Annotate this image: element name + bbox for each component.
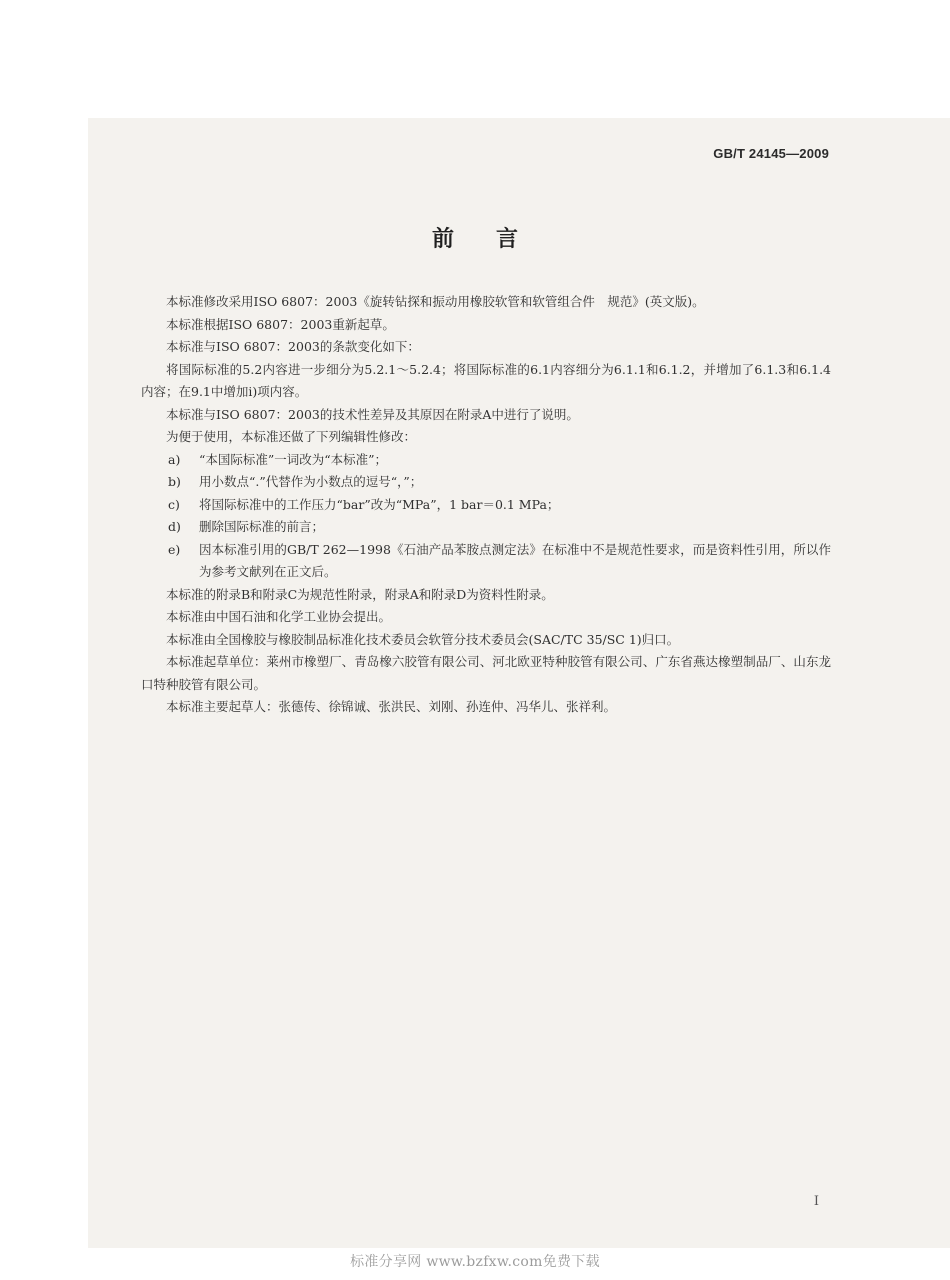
list-marker: e) [168, 541, 181, 557]
editorial-changes-list [141, 449, 831, 584]
paragraph-redrafted: 本标准根据ISO 6807：2003重新起草。 [166, 316, 395, 332]
list-item [141, 494, 831, 517]
list-marker: d) [168, 519, 181, 534]
paragraph-editorial-intro: 为便于使用，本标准还做了下列编辑性修改： [166, 429, 417, 444]
list-item-text: 因本标准引用的GB/T 262—1998《石油产品苯胺点测定法》在标准中不是规范性要求，而是资料性引用，所以作为参考文献列在正文后。 [199, 541, 831, 579]
list-item-text: 将国际标准中的工作压力“bar”改为“MPa”，1 bar＝0.1 MPa； [199, 496, 560, 512]
paragraph-clause-changes-intro: 本标准与ISO 6807：2003的条款变化如下： [166, 339, 420, 354]
list-item [141, 449, 831, 472]
paragraph-annexes: 本标准的附录B和附录C为规范性附录，附录A和附录D为资料性附录。 [166, 586, 554, 602]
list-item-text: “本国际标准”一词改为“本标准”； [199, 451, 388, 467]
paragraph-administered-by: 本标准由全国橡胶与橡胶制品标准化技术委员会软管分技术委员会(SAC/TC 35/SC 1)归口。 [166, 631, 680, 647]
paragraph-technical-differences: 本标准与ISO 6807：2003的技术性差异及其原因在附录A中进行了说明。 [166, 406, 579, 422]
paragraph-drafting-units: 本标准起草单位：莱州市橡塑厂、青岛橡六胶管有限公司、河北欧亚特种胶管有限公司、广东省燕达橡塑制品厂、山东龙口特种胶管有限公司。 [141, 654, 831, 692]
list-item [141, 539, 831, 584]
list-item-text: 用小数点“.”代替作为小数点的逗号“，”； [199, 474, 423, 489]
paragraph-clause-changes: 将国际标准的5.2内容进一步细分为5.2.1～5.2.4；将国际标准的6.1内容细分为6.1.1和6.1.2，并增加了6.1.3和6.1.4内容；在9.1中增加i)项内容。 [141, 361, 831, 399]
paragraph-drafters: 本标准主要起草人：张德传、徐锦诚、张洪民、刘刚、孙连仲、冯华儿、张祥利。 [166, 699, 617, 714]
paragraph-adoption: 本标准修改采用ISO 6807：2003《旋转钻探和振动用橡胶软管和软管组合件 规范》(英文版)。 [166, 294, 705, 309]
list-item [141, 471, 831, 494]
page-title: 前言 [431, 226, 560, 252]
list-marker: c) [168, 496, 180, 512]
standard-number: GB/T 24145—2009 [713, 146, 829, 161]
list-item [141, 516, 831, 539]
footer-watermark: 标准分享网 www.bzfxw.com免费下载 [350, 1254, 600, 1270]
list-marker: a) [168, 451, 181, 467]
paragraph-proposed-by: 本标准由中国石油和化学工业协会提出。 [166, 609, 392, 624]
list-marker: b) [168, 474, 181, 489]
page-number: I [813, 1194, 819, 1209]
foreword-body [141, 291, 831, 719]
list-item-text: 删除国际标准的前言； [199, 519, 325, 534]
